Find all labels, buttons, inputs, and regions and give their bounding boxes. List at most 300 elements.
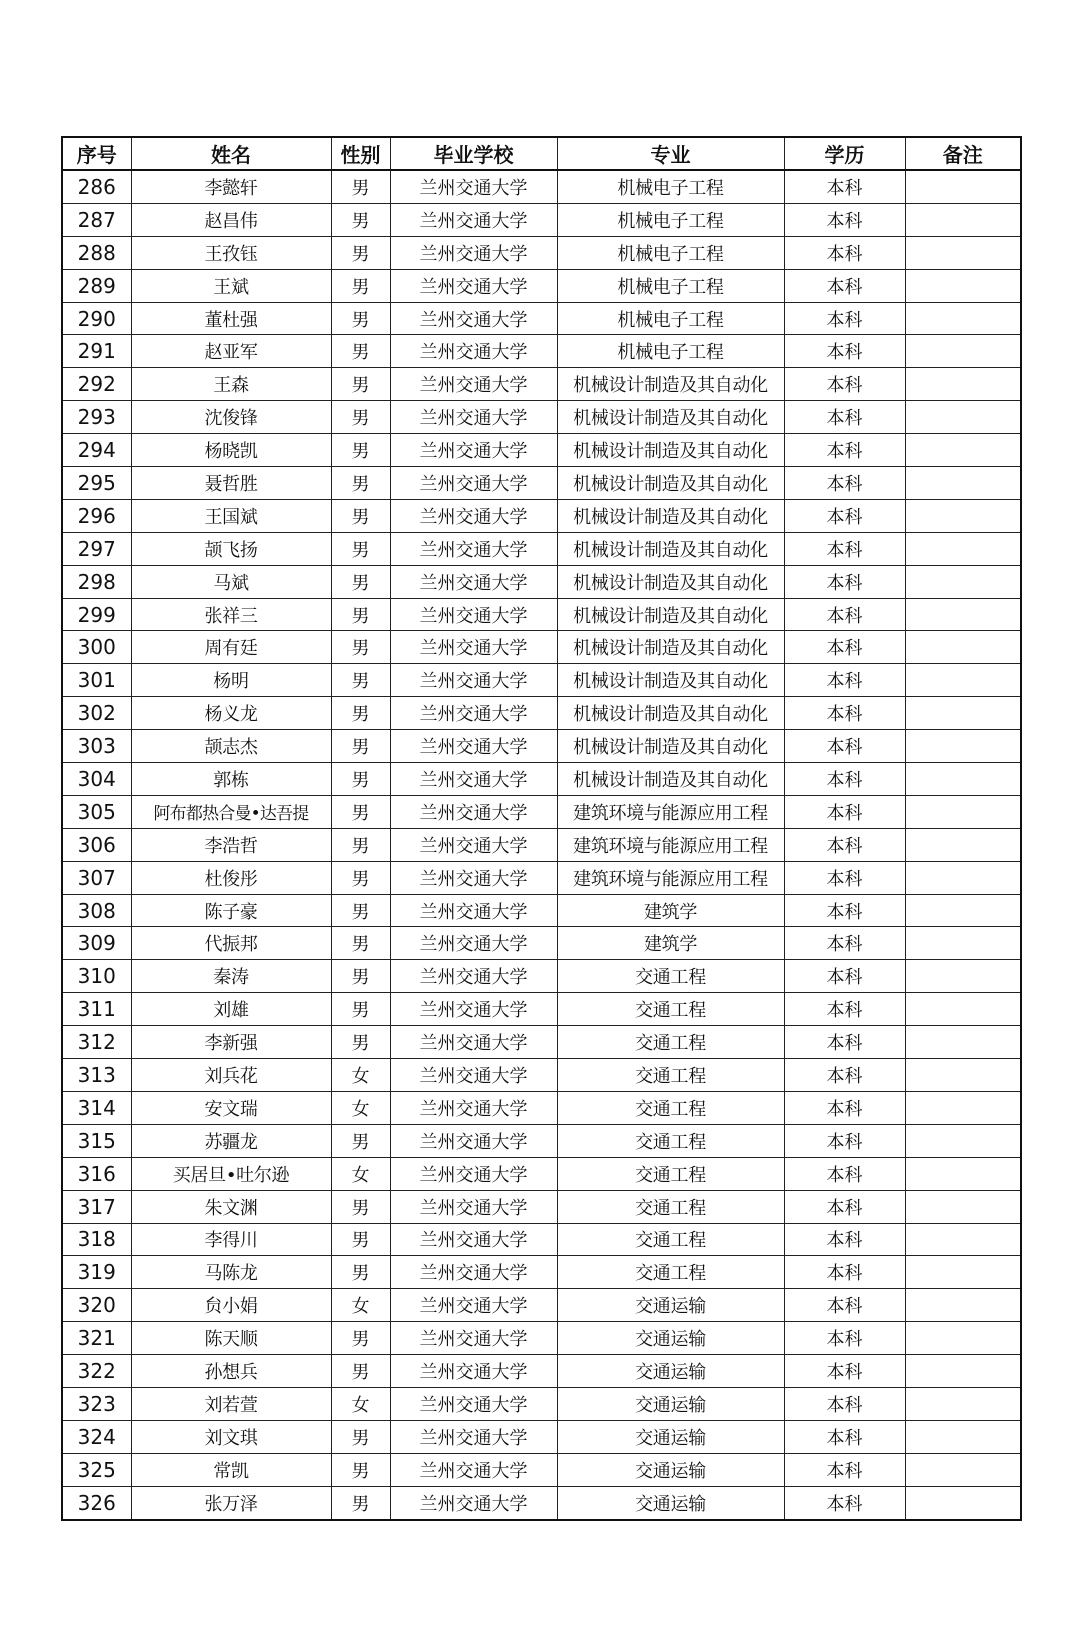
row-major: 交通运输: [557, 1355, 784, 1388]
row-note: [905, 1289, 1021, 1322]
row-school: 兰州交通大学: [390, 861, 557, 894]
table-row: [62, 335, 1021, 368]
row-number: 288: [62, 236, 131, 269]
row-degree: 本科: [784, 1091, 905, 1124]
row-number: 300: [62, 631, 131, 664]
row-note: [905, 763, 1021, 796]
row-gender: 男: [331, 664, 390, 697]
row-name: 李得川: [131, 1223, 331, 1256]
row-degree: 本科: [784, 828, 905, 861]
table-row: [62, 1190, 1021, 1223]
table-row: [62, 1420, 1021, 1453]
row-gender: 男: [331, 302, 390, 335]
table-row: [62, 203, 1021, 236]
row-note: [905, 1091, 1021, 1124]
row-note: [905, 795, 1021, 828]
row-number: 306: [62, 828, 131, 861]
row-major: 机械设计制造及其自动化: [557, 598, 784, 631]
row-degree: 本科: [784, 894, 905, 927]
row-school: 兰州交通大学: [390, 894, 557, 927]
table-row: [62, 1091, 1021, 1124]
row-school: 兰州交通大学: [390, 1322, 557, 1355]
row-name: 杨义龙: [131, 697, 331, 730]
row-major: 机械电子工程: [557, 335, 784, 368]
row-major: 交通工程: [557, 960, 784, 993]
row-note: [905, 664, 1021, 697]
row-gender: 男: [331, 1322, 390, 1355]
table-row: [62, 631, 1021, 664]
row-note: [905, 1223, 1021, 1256]
row-number: 290: [62, 302, 131, 335]
table-row: [62, 1059, 1021, 1092]
row-number: 303: [62, 730, 131, 763]
row-number: 307: [62, 861, 131, 894]
row-number: 321: [62, 1322, 131, 1355]
row-degree: 本科: [784, 1157, 905, 1190]
row-school: 兰州交通大学: [390, 401, 557, 434]
row-name: 陈子豪: [131, 894, 331, 927]
row-degree: 本科: [784, 1420, 905, 1453]
row-school: 兰州交通大学: [390, 203, 557, 236]
table-row: [62, 861, 1021, 894]
row-major: 建筑学: [557, 927, 784, 960]
row-major: 交通运输: [557, 1453, 784, 1486]
row-gender: 男: [331, 1026, 390, 1059]
row-name: 王国斌: [131, 499, 331, 532]
row-major: 机械设计制造及其自动化: [557, 467, 784, 500]
row-note: [905, 1322, 1021, 1355]
row-note: [905, 1157, 1021, 1190]
row-school: 兰州交通大学: [390, 532, 557, 565]
row-school: 兰州交通大学: [390, 664, 557, 697]
row-number: 305: [62, 795, 131, 828]
row-name: 刘若萱: [131, 1387, 331, 1420]
row-school: 兰州交通大学: [390, 434, 557, 467]
row-gender: 男: [331, 993, 390, 1026]
row-name: 李懿轩: [131, 170, 331, 203]
row-note: [905, 894, 1021, 927]
row-number: 326: [62, 1486, 131, 1519]
row-major: 机械电子工程: [557, 236, 784, 269]
row-name: 赵亚军: [131, 335, 331, 368]
row-gender: 男: [331, 1453, 390, 1486]
row-gender: 男: [331, 203, 390, 236]
row-degree: 本科: [784, 960, 905, 993]
row-note: [905, 269, 1021, 302]
row-number: 325: [62, 1453, 131, 1486]
row-degree: 本科: [784, 598, 905, 631]
table-row: [62, 1026, 1021, 1059]
row-major: 交通工程: [557, 1091, 784, 1124]
row-number: 287: [62, 203, 131, 236]
table-row: [62, 467, 1021, 500]
row-name: 杨明: [131, 664, 331, 697]
row-name: 陈天顺: [131, 1322, 331, 1355]
row-number: 310: [62, 960, 131, 993]
row-name: 沈俊锋: [131, 401, 331, 434]
row-major: 机械电子工程: [557, 302, 784, 335]
row-note: [905, 1190, 1021, 1223]
row-gender: 男: [331, 467, 390, 500]
row-degree: 本科: [784, 467, 905, 500]
row-number: 308: [62, 894, 131, 927]
row-gender: 男: [331, 368, 390, 401]
row-gender: 男: [331, 170, 390, 203]
row-name: 秦涛: [131, 960, 331, 993]
row-degree: 本科: [784, 1256, 905, 1289]
table-row: [62, 763, 1021, 796]
table-row: [62, 565, 1021, 598]
row-name: 董杜强: [131, 302, 331, 335]
row-degree: 本科: [784, 861, 905, 894]
row-major: 机械设计制造及其自动化: [557, 434, 784, 467]
table-row: [62, 1223, 1021, 1256]
row-name: 郭栋: [131, 763, 331, 796]
row-major: 建筑环境与能源应用工程: [557, 795, 784, 828]
row-gender: 男: [331, 1355, 390, 1388]
row-gender: 男: [331, 401, 390, 434]
row-major: 交通工程: [557, 1157, 784, 1190]
row-degree: 本科: [784, 1486, 905, 1519]
roster-body: [62, 170, 1021, 1520]
table-row: [62, 1289, 1021, 1322]
row-school: 兰州交通大学: [390, 1124, 557, 1157]
row-gender: 男: [331, 565, 390, 598]
row-major: 机械电子工程: [557, 203, 784, 236]
row-note: [905, 170, 1021, 203]
row-name: 颉志杰: [131, 730, 331, 763]
row-degree: 本科: [784, 1223, 905, 1256]
row-gender: 男: [331, 828, 390, 861]
table-row: [62, 302, 1021, 335]
row-gender: 男: [331, 631, 390, 664]
row-number: 317: [62, 1190, 131, 1223]
row-degree: 本科: [784, 795, 905, 828]
row-school: 兰州交通大学: [390, 368, 557, 401]
row-gender: 男: [331, 1420, 390, 1453]
row-school: 兰州交通大学: [390, 927, 557, 960]
row-school: 兰州交通大学: [390, 302, 557, 335]
row-major: 交通工程: [557, 1223, 784, 1256]
row-major: 机械设计制造及其自动化: [557, 368, 784, 401]
row-school: 兰州交通大学: [390, 1486, 557, 1519]
row-degree: 本科: [784, 170, 905, 203]
table-row: [62, 368, 1021, 401]
row-number: 301: [62, 664, 131, 697]
row-gender: 男: [331, 1124, 390, 1157]
row-note: [905, 434, 1021, 467]
row-gender: 女: [331, 1289, 390, 1322]
row-name: 颉飞扬: [131, 532, 331, 565]
row-note: [905, 1486, 1021, 1519]
row-gender: 男: [331, 960, 390, 993]
row-name: 代振邦: [131, 927, 331, 960]
table-row: [62, 828, 1021, 861]
row-number: 296: [62, 499, 131, 532]
row-major: 交通工程: [557, 1026, 784, 1059]
row-gender: 男: [331, 236, 390, 269]
row-note: [905, 532, 1021, 565]
row-gender: 男: [331, 1190, 390, 1223]
table-row: [62, 236, 1021, 269]
row-degree: 本科: [784, 269, 905, 302]
row-number: 316: [62, 1157, 131, 1190]
row-number: 319: [62, 1256, 131, 1289]
row-degree: 本科: [784, 631, 905, 664]
row-note: [905, 697, 1021, 730]
row-degree: 本科: [784, 434, 905, 467]
row-major: 建筑环境与能源应用工程: [557, 828, 784, 861]
row-school: 兰州交通大学: [390, 598, 557, 631]
row-gender: 男: [331, 697, 390, 730]
row-note: [905, 499, 1021, 532]
row-gender: 男: [331, 795, 390, 828]
table-row: [62, 730, 1021, 763]
row-number: 322: [62, 1355, 131, 1388]
row-number: 315: [62, 1124, 131, 1157]
row-degree: 本科: [784, 1289, 905, 1322]
row-school: 兰州交通大学: [390, 1026, 557, 1059]
row-degree: 本科: [784, 203, 905, 236]
row-school: 兰州交通大学: [390, 499, 557, 532]
row-school: 兰州交通大学: [390, 697, 557, 730]
table-row: [62, 1387, 1021, 1420]
row-school: 兰州交通大学: [390, 1059, 557, 1092]
row-school: 兰州交通大学: [390, 1223, 557, 1256]
row-school: 兰州交通大学: [390, 1453, 557, 1486]
row-note: [905, 927, 1021, 960]
row-number: 295: [62, 467, 131, 500]
row-degree: 本科: [784, 565, 905, 598]
row-school: 兰州交通大学: [390, 730, 557, 763]
header-note: 备注: [905, 137, 1021, 170]
row-name: 安文瑞: [131, 1091, 331, 1124]
row-school: 兰州交通大学: [390, 170, 557, 203]
row-school: 兰州交通大学: [390, 828, 557, 861]
row-note: [905, 631, 1021, 664]
row-gender: 男: [331, 763, 390, 796]
row-number: 311: [62, 993, 131, 1026]
table-row: [62, 1453, 1021, 1486]
row-name: 王孜钰: [131, 236, 331, 269]
row-name: 孙想兵: [131, 1355, 331, 1388]
row-note: [905, 1026, 1021, 1059]
row-major: 机械电子工程: [557, 170, 784, 203]
row-name: 王斌: [131, 269, 331, 302]
row-major: 机械电子工程: [557, 269, 784, 302]
row-degree: 本科: [784, 1322, 905, 1355]
table-row: [62, 1355, 1021, 1388]
row-school: 兰州交通大学: [390, 1091, 557, 1124]
row-major: 机械设计制造及其自动化: [557, 499, 784, 532]
row-number: 286: [62, 170, 131, 203]
row-degree: 本科: [784, 1453, 905, 1486]
row-school: 兰州交通大学: [390, 1355, 557, 1388]
row-name: 王森: [131, 368, 331, 401]
row-gender: 男: [331, 434, 390, 467]
row-note: [905, 1124, 1021, 1157]
row-school: 兰州交通大学: [390, 1387, 557, 1420]
row-degree: 本科: [784, 697, 905, 730]
row-gender: 女: [331, 1387, 390, 1420]
row-school: 兰州交通大学: [390, 236, 557, 269]
row-note: [905, 730, 1021, 763]
row-number: 293: [62, 401, 131, 434]
row-note: [905, 236, 1021, 269]
table-row: [62, 993, 1021, 1026]
row-major: 机械设计制造及其自动化: [557, 730, 784, 763]
row-name: 周有廷: [131, 631, 331, 664]
row-number: 323: [62, 1387, 131, 1420]
header-degree: 学历: [784, 137, 905, 170]
row-note: [905, 335, 1021, 368]
row-name: 聂哲胜: [131, 467, 331, 500]
row-school: 兰州交通大学: [390, 335, 557, 368]
row-degree: 本科: [784, 335, 905, 368]
row-gender: 男: [331, 532, 390, 565]
row-note: [905, 1355, 1021, 1388]
row-degree: 本科: [784, 1026, 905, 1059]
row-degree: 本科: [784, 401, 905, 434]
row-name: 马斌: [131, 565, 331, 598]
row-note: [905, 401, 1021, 434]
row-name: 杨晓凯: [131, 434, 331, 467]
row-major: 交通工程: [557, 1124, 784, 1157]
table-row: [62, 434, 1021, 467]
row-number: 297: [62, 532, 131, 565]
row-name: 常凯: [131, 1453, 331, 1486]
row-number: 299: [62, 598, 131, 631]
row-number: 291: [62, 335, 131, 368]
row-degree: 本科: [784, 1124, 905, 1157]
table-row: [62, 795, 1021, 828]
row-major: 机械设计制造及其自动化: [557, 664, 784, 697]
row-major: 交通工程: [557, 1190, 784, 1223]
row-school: 兰州交通大学: [390, 1256, 557, 1289]
row-note: [905, 1420, 1021, 1453]
table-row: [62, 927, 1021, 960]
row-major: 机械设计制造及其自动化: [557, 401, 784, 434]
table-row: [62, 170, 1021, 203]
row-gender: 男: [331, 269, 390, 302]
row-note: [905, 861, 1021, 894]
header-gender: 性别: [331, 137, 390, 170]
row-degree: 本科: [784, 499, 905, 532]
row-note: [905, 1453, 1021, 1486]
row-degree: 本科: [784, 236, 905, 269]
row-degree: 本科: [784, 1190, 905, 1223]
row-gender: 男: [331, 730, 390, 763]
row-major: 交通运输: [557, 1486, 784, 1519]
row-gender: 男: [331, 861, 390, 894]
table-row: [62, 401, 1021, 434]
row-degree: 本科: [784, 664, 905, 697]
row-major: 机械设计制造及其自动化: [557, 763, 784, 796]
row-degree: 本科: [784, 763, 905, 796]
row-name: 刘兵花: [131, 1059, 331, 1092]
row-school: 兰州交通大学: [390, 1190, 557, 1223]
table-row: [62, 1322, 1021, 1355]
header-name: 姓名: [131, 137, 331, 170]
row-major: 机械设计制造及其自动化: [557, 697, 784, 730]
row-school: 兰州交通大学: [390, 565, 557, 598]
row-major: 交通工程: [557, 1059, 784, 1092]
row-name: 朱文渊: [131, 1190, 331, 1223]
row-name: 李浩哲: [131, 828, 331, 861]
header-school: 毕业学校: [390, 137, 557, 170]
row-name: 杜俊彤: [131, 861, 331, 894]
row-note: [905, 598, 1021, 631]
row-major: 交通工程: [557, 993, 784, 1026]
table-row: [62, 1486, 1021, 1519]
roster-table: [61, 136, 1022, 1521]
row-note: [905, 565, 1021, 598]
row-school: 兰州交通大学: [390, 467, 557, 500]
row-school: 兰州交通大学: [390, 1289, 557, 1322]
table-row: [62, 894, 1021, 927]
row-degree: 本科: [784, 302, 905, 335]
row-gender: 男: [331, 927, 390, 960]
row-note: [905, 1256, 1021, 1289]
header-number: 序号: [62, 137, 131, 170]
row-school: 兰州交通大学: [390, 763, 557, 796]
row-school: 兰州交通大学: [390, 1420, 557, 1453]
row-major: 交通运输: [557, 1322, 784, 1355]
row-major: 交通运输: [557, 1420, 784, 1453]
row-gender: 男: [331, 335, 390, 368]
row-number: 302: [62, 697, 131, 730]
row-name: 刘文琪: [131, 1420, 331, 1453]
row-degree: 本科: [784, 730, 905, 763]
row-number: 289: [62, 269, 131, 302]
row-school: 兰州交通大学: [390, 993, 557, 1026]
row-major: 机械设计制造及其自动化: [557, 565, 784, 598]
row-name: 苏疆龙: [131, 1124, 331, 1157]
row-name: 马陈龙: [131, 1256, 331, 1289]
row-name: 刘雄: [131, 993, 331, 1026]
row-gender: 男: [331, 1223, 390, 1256]
row-major: 机械设计制造及其自动化: [557, 532, 784, 565]
row-school: 兰州交通大学: [390, 795, 557, 828]
table-row: [62, 598, 1021, 631]
row-note: [905, 302, 1021, 335]
row-school: 兰州交通大学: [390, 631, 557, 664]
row-note: [905, 993, 1021, 1026]
row-degree: 本科: [784, 368, 905, 401]
table-row: [62, 269, 1021, 302]
row-gender: 男: [331, 1486, 390, 1519]
row-number: 324: [62, 1420, 131, 1453]
row-number: 320: [62, 1289, 131, 1322]
row-number: 312: [62, 1026, 131, 1059]
row-note: [905, 368, 1021, 401]
row-degree: 本科: [784, 1387, 905, 1420]
row-number: 298: [62, 565, 131, 598]
row-gender: 男: [331, 1256, 390, 1289]
row-number: 294: [62, 434, 131, 467]
row-major: 建筑学: [557, 894, 784, 927]
row-degree: 本科: [784, 993, 905, 1026]
row-gender: 男: [331, 499, 390, 532]
table-row: [62, 532, 1021, 565]
row-note: [905, 203, 1021, 236]
row-note: [905, 467, 1021, 500]
row-degree: 本科: [784, 1355, 905, 1388]
table-row: [62, 664, 1021, 697]
table-row: [62, 1256, 1021, 1289]
row-note: [905, 828, 1021, 861]
table-row: [62, 499, 1021, 532]
